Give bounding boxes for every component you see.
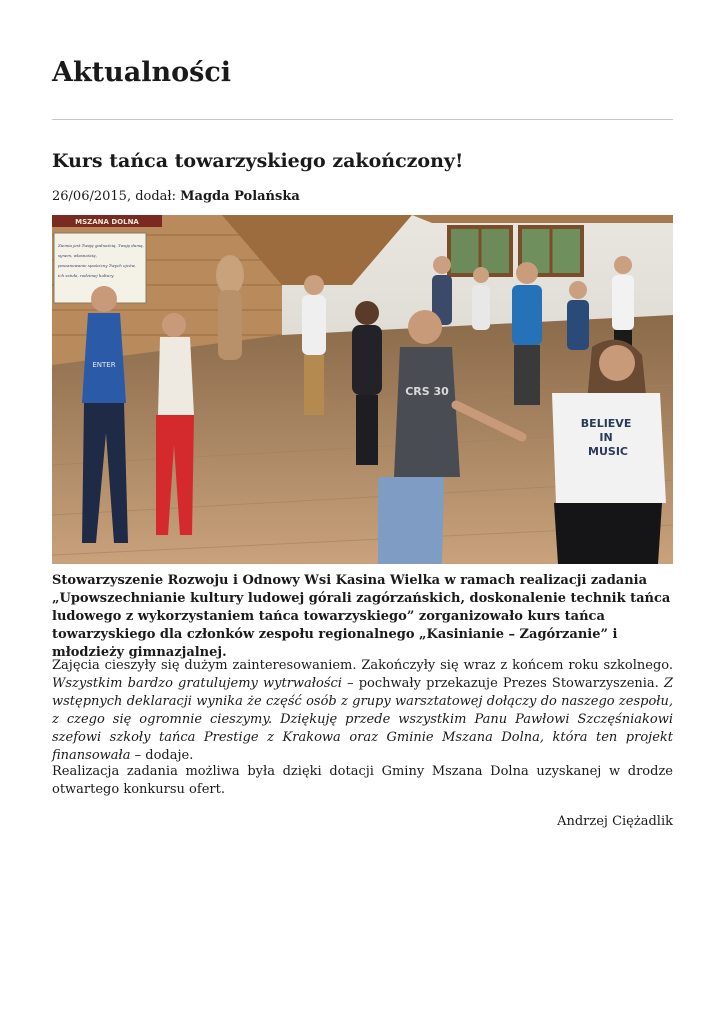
paragraph-2: Realizacja zadania możliwa była dzięki dotacji Gminy Mszana Dolna uzyskanej w drodze otwartego konkursu ofert. [52,764,673,797]
article-meta [52,188,300,206]
article-author: Magda Polańska [180,189,300,204]
poster-line-1: Ziemia jest Twoją godnością, Twoją dumą, [58,243,144,248]
banner-text: MSZANA DOLNA [75,218,139,226]
shirt-right-line-2: IN [599,431,613,444]
added-by-label: , dodał: [126,189,181,204]
p1-quote-2: Z wstępnych deklaracji wynika że część osób z grupy warsztatowej dołączy do naszego zespołu, z czego się ogromnie cieszymy. Dziękuję przede wszystkim Panu Pawłowi Szczęśniakowi szefowi szkoły tańca Prestige z Krakowa oraz Gminie Mszana Dolna, która ten projekt finansowała [52,676,673,763]
shirt-center-text: CRS 30 [405,385,449,398]
article-photo [52,215,673,564]
section-title: Aktualności [52,57,232,88]
article-title[interactable]: Kurs tańca towarzyskiego zakończony! [52,150,464,172]
p1-part-a: Zajęcia cieszyły się dużym zainteresowaniem. Zakończyły się wraz z końcem roku szkolnego. [52,658,673,673]
poster-line-3: poszanowanie spuścizny Twych ojców, [58,263,136,268]
shirt-right-line-3: MUSIC [588,445,628,458]
p1-quote-1: Wszystkim bardzo gratulujemy wytrwałości [52,676,342,691]
article-lead: Stowarzyszenie Rozwoju i Odnowy Wsi Kasina Wielka w ramach realizacji zadania „Upowszechnianie kultury ludowej górali zagórzańskich, doskonalenie technik tańca ludowego z wykorzystaniem tańca towarzyskiego” zorganizowało kurs tańca towarzyskiego dla członków zespołu regionalnego „Kasinianie – Zagórzanie” i młodzieży gimnazjalnej. [52,573,671,660]
poster-line-2: synem, własnością, [58,253,97,258]
signature: Andrzej Ciężadlik [557,814,673,829]
poster-line-4: ich sztuki, rodzimej kultury [58,273,114,278]
shirt-left-text: ENTER [92,361,116,369]
p1-part-e: – dodaje. [130,748,194,763]
shirt-right-line-1: BELIEVE [580,417,632,430]
p1-part-c: – pochwały przekazuje Prezes Stowarzyszenia. [341,676,664,691]
paragraph-1 [52,657,673,765]
article-date: 26/06/2015 [52,189,127,204]
divider [52,119,673,120]
